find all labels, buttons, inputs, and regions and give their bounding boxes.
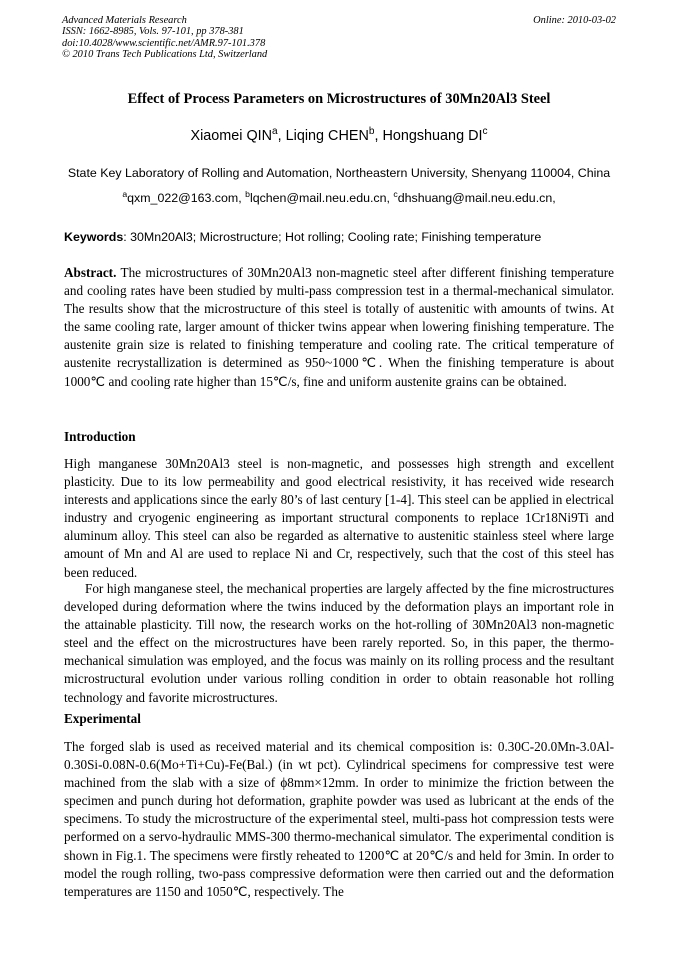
abstract-lead: Abstract. xyxy=(64,265,117,280)
journal-issn: ISSN: 1662-8985, Vols. 97-101, pp 378-381 xyxy=(62,26,244,38)
author-name: Hongshuang DI xyxy=(382,128,483,144)
journal-header xyxy=(62,15,267,60)
author-sup: b xyxy=(368,126,375,138)
journal-name: Advanced Materials Research xyxy=(62,15,187,26)
email-list: $^a$qxm_022@163.com, $^b$lqchen@mail.neu.edu.cn, $^c$dhshuang@mail.neu.edu.cn, xyxy=(122,188,556,205)
email-address: lqchen@mail.neu.edu.cn xyxy=(249,191,387,205)
email-sup: a xyxy=(122,188,128,199)
journal-copyright: © 2010 Trans Tech Publications Ltd, Switzerland xyxy=(62,48,268,60)
keywords-label: Keywords xyxy=(64,230,124,244)
online-date: Online: 2010-03-02 xyxy=(533,15,616,26)
author-list: Xiaomei QIN$^a$, Liqing CHEN$^b$, Hongshuang $DI^c$ xyxy=(190,126,488,144)
email-sup: c xyxy=(393,188,398,199)
experimental-paragraph-1: The forged slab is used as received material and its chemical composition is: 0.30C-20.0Mn-3.0Al-0.30Si-0.08N-0.6(Mo+Ti+Cu)-Fe(Bal.) (in wt pct). Cylindrical specimens for compressive test were machined from the slab with a size of ϕ8mm×12mm. In order to minimize the friction between the specimen and punch during hot deformation, graphite powder was used as lubricant at the ends of the specimens. To study the microstructure of the experimental steel, multi-pass hot compression tests were performed on a servo-hydraulic MMS-300 thermo-mechanical simulator. The experimental condition is shown in Fig.1. The specimens were firstly reheated to 1200℃ at 20℃/s and held for 3min. In order to model the rough rolling, two-pass compressive deformation were then carried out and the deformation temperatures are 1150 and 1050℃, respectively. The xyxy=(64,739,614,899)
journal-doi: doi:10.4028/www.scientific.net/AMR.97-101.378 xyxy=(62,37,266,49)
paper-title: Effect of Process Parameters on Microstructures of 30Mn20Al3 Steel xyxy=(127,91,551,107)
introduction-paragraph-2: For high manganese steel, the mechanical properties are largely affected by the fine microstructures developed during deformation where the twins induced by the deformation plays an important role in the attainable plasticity. Till now, the research works on the hot-rolling of 30Mn20Al3 non-magnetic steel and the effect on the microstructures have been rarely reported. So, in this paper, the thermo-mechanical simulation was employed, and the focus was mainly on its rolling process and the resultant microstructural evolution under various rolling condition in order to obtain reasonable hot rolling technology and favorite microstructures. xyxy=(64,581,614,705)
keywords-text: : 30Mn20Al3; Microstructure; Hot rolling; Cooling rate; Finishing temperature xyxy=(123,230,542,244)
abstract-text: The microstructures of 30Mn20Al3 non-magnetic steel after different finishing temperature and cooling rates have been studied by multi-pass compression test in a thermal-mechanical simulator. The results show that the microstructure of this steel is totally of austenitic with amounts of twins. At the same cooling rate, larger amount of thicker twins appear when lowering finishing temperature. The austenite grain size is related to finishing temperature and cooling rate. The critical temperature of austenite recrystallization is determined as 950~1000℃. When the finishing temperature is about 1000℃ and cooling rate higher than 15℃/s, fine and uniform austenite grains can be obtained. xyxy=(64,265,614,389)
email-sup: b xyxy=(245,188,250,199)
abstract xyxy=(64,264,614,391)
author-name: Liqing CHEN xyxy=(285,128,369,144)
affiliation: State Key Laboratory of Rolling and Automation, Northeastern University, Shenyang 110004, China xyxy=(67,166,611,180)
author-sup: a xyxy=(272,126,278,138)
email-address: dhshuang@mail.neu.edu.cn xyxy=(397,191,553,205)
author-sup: c xyxy=(482,126,488,138)
section-heading-introduction: Introduction xyxy=(64,429,136,444)
keywords xyxy=(64,230,624,244)
email-address: qxm_022@163.com xyxy=(127,191,239,205)
section-heading-experimental: Experimental xyxy=(64,711,141,726)
introduction-paragraph-1: High manganese 30Mn20Al3 steel is non-magnetic, and possesses high strength and excellent plasticity. Due to its low permeability and good electrical resistivity, it has received wide research interests and applications since the early 80’s of last century [1-4]. This steel can be applied in electrical industry and cryogenic engineering as important structural components to replace 1Cr18Ni9Ti and aluminum alloy. This steel can also be regarded as alternative to austenitic stainless steel where large amount of Mn and Al are used to replace Ni and Cr, respectively, such that the cost of this steel has been reduced. xyxy=(64,456,614,580)
author-name: Xiaomei QIN xyxy=(190,128,273,144)
